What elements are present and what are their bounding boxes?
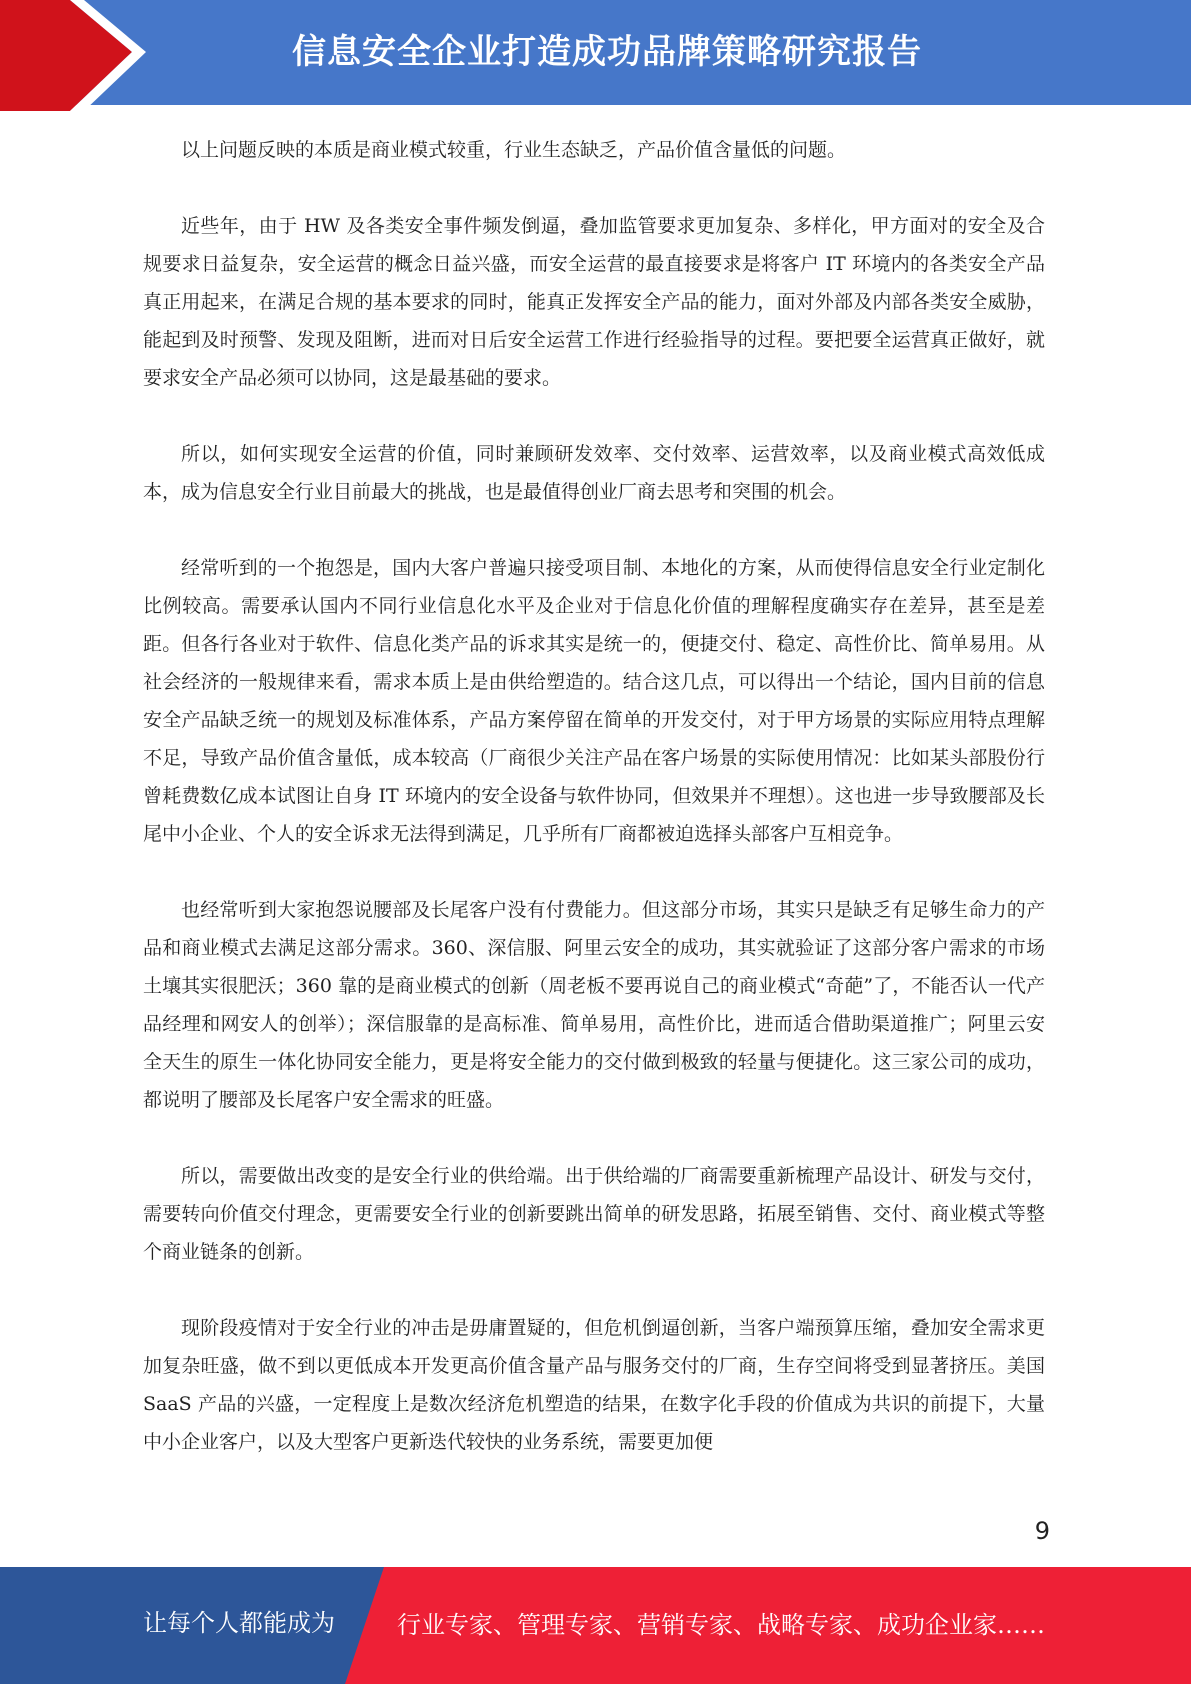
paragraph-5: 也经常听到大家抱怨说腰部及长尾客户没有付费能力。但这部分市场，其实只是缺乏有足够生命力的产品和商业模式去满足这部分需求。360、深信服、阿里云安全的成功，其实就验证了这部分客户需求的市场土壤其实很肥沃；360 靠的是商业模式的创新（周老板不要再说自己的商业模式“奇葩”了，不能否认一代产品经理和网安人的创举）；深信服靠的是高标准、简单易用，高性价比，进而适合借助渠道推广；阿里云安全天生的原生一体化协同安全能力，更是将安全能力的交付做到极致的轻量与便捷化。这三家公司的成功，都说明了腰部及长尾客户安全需求的旺盛。	[143, 899, 1045, 1111]
page-number: 9	[1034, 1517, 1050, 1545]
footer-slogan-left: 让每个人都能成为	[143, 1609, 335, 1637]
paragraph-6: 所以，需要做出改变的是安全行业的供给端。出于供给端的厂商需要重新梳理产品设计、研发与交付，需要转向价值交付理念，更需要安全行业的创新要跳出简单的研发思路，拓展至销售、交付、商业模式等整个商业链条的创新。	[143, 1165, 1045, 1263]
paragraph-7: 现阶段疫情对于安全行业的冲击是毋庸置疑的，但危机倒逼创新，当客户端预算压缩，叠加安全需求更加复杂旺盛，做不到以更低成本开发更高价值含量产品与服务交付的厂商，生存空间将受到显著挤压。美国 SaaS 产品的兴盛，一定程度上是数次经济危机塑造的结果，在数字化手段的价值成为共识的前提下，大量中小企业客户，以及大型客户更新迭代较快的业务系统，需要更加便	[143, 1317, 1045, 1453]
report-title: 信息安全企业打造成功品牌策略研究报告	[292, 32, 922, 72]
page-footer	[0, 1567, 1191, 1684]
footer-slogan-right: 行业专家、管理专家、营销专家、战略专家、成功企业家……	[397, 1611, 1045, 1639]
paragraph-4: 经常听到的一个抱怨是，国内大客户普遍只接受项目制、本地化的方案，从而使得信息安全行业定制化比例较高。需要承认国内不同行业信息化水平及企业对于信息化价值的理解程度确实存在差异，甚至是差距。但各行各业对于软件、信息化类产品的诉求其实是统一的，便捷交付、稳定、高性价比、简单易用。从社会经济的一般规律来看，需求本质上是由供给塑造的。结合这几点，可以得出一个结论，国内目前的信息安全产品缺乏统一的规划及标准体系，产品方案停留在简单的开发交付，对于甲方场景的实际应用特点理解不足，导致产品价值含量低，成本较高（厂商很少关注产品在客户场景的实际使用情况：比如某头部股份行曾耗费数亿成本试图让自身 IT 环境内的安全设备与软件协同，但效果并不理想）。这也进一步导致腰部及长尾中小企业、个人的安全诉求无法得到满足，几乎所有厂商都被迫选择头部客户互相竞争。	[143, 557, 1045, 845]
page-header	[0, 0, 1191, 111]
paragraph-2: 近些年，由于 HW 及各类安全事件频发倒逼，叠加监管要求更加复杂、多样化，甲方面对的安全及合规要求日益复杂，安全运营的概念日益兴盛，而安全运营的最直接要求是将客户 IT 环境内的各类安全产品真正用起来，在满足合规的基本要求的同时，能真正发挥安全产品的能力，面对外部及内部各类安全威胁，能起到及时预警、发现及阻断，进而对日后安全运营工作进行经验指导的过程。要把要全运营真正做好，就要求安全产品必须可以协同，这是最基础的要求。	[143, 215, 1045, 389]
paragraph-1: 以上问题反映的本质是商业模式较重，行业生态缺乏，产品价值含量低的问题。	[181, 139, 847, 161]
paragraph-3: 所以，如何实现安全运营的价值，同时兼顾研发效率、交付效率、运营效率，以及商业模式高效低成本，成为信息安全行业目前最大的挑战，也是最值得创业厂商去思考和突围的机会。	[143, 443, 1045, 503]
document-body	[143, 131, 1045, 1499]
